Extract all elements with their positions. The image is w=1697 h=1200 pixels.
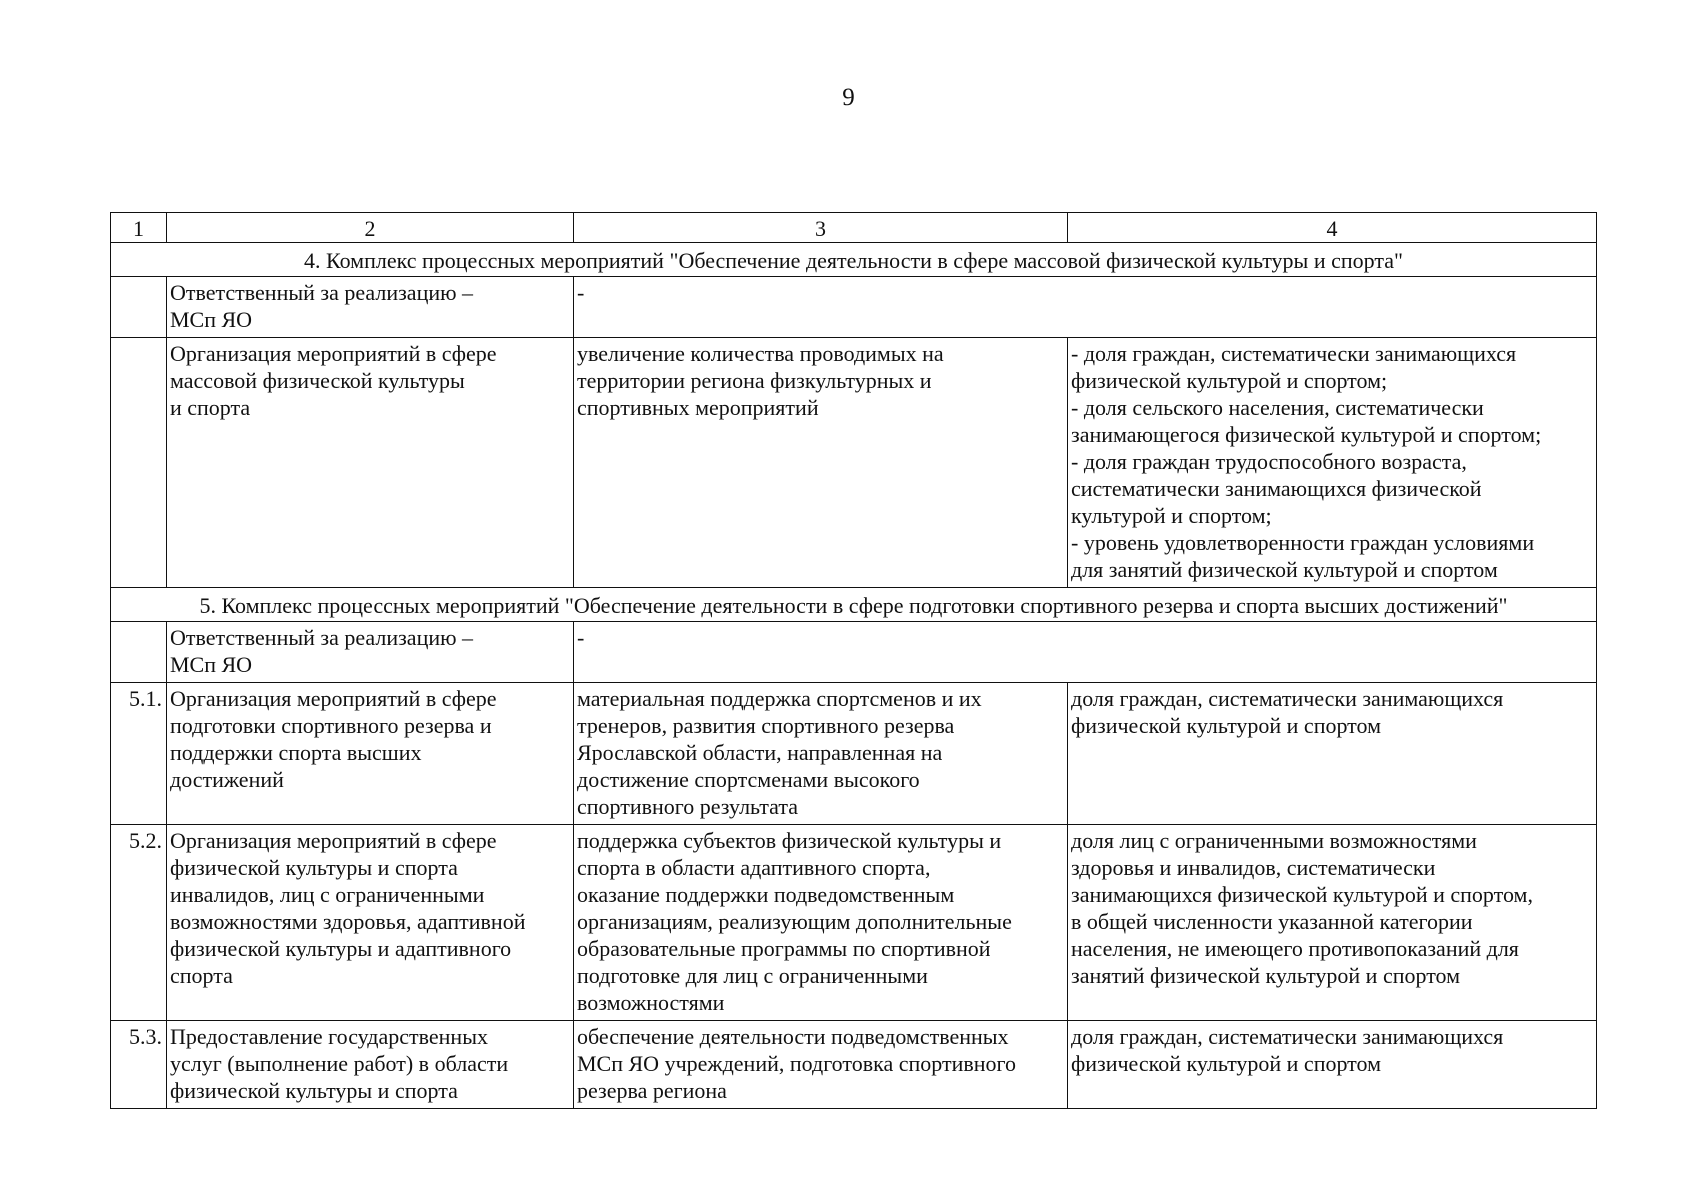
responsible-value: -: [574, 277, 1597, 338]
header-cell-3: 3: [574, 213, 1068, 243]
task-cell: Предоставление государственных услуг (выполнение работ) в области физической культуры и спорта: [167, 1021, 574, 1109]
section-4-title-row: [111, 243, 1597, 277]
table-row: [111, 338, 1597, 588]
row-number: [111, 622, 167, 683]
table-row: [111, 825, 1597, 1021]
row-number: [111, 277, 167, 338]
task-cell: Организация мероприятий в сфере подготовки спортивного резерва и поддержки спорта высших достижений: [167, 683, 574, 825]
responsible-label: Ответственный за реализацию – МСп ЯО: [167, 277, 574, 338]
table-row: [111, 1021, 1597, 1109]
indicators-cell: доля граждан, систематически занимающихся физической культурой и спортом: [1068, 1021, 1597, 1109]
section-4-title: 4. Комплекс процессных мероприятий "Обеспечение деятельности в сфере массовой физической культуры и спорта": [111, 243, 1597, 277]
result-cell: увеличение количества проводимых на территории региона физкультурных и спортивных мероприятий: [574, 338, 1068, 588]
header-row: [111, 213, 1597, 243]
header-cell-4: 4: [1068, 213, 1597, 243]
responsible-label: Ответственный за реализацию – МСп ЯО: [167, 622, 574, 683]
row-number: 5.2.: [111, 825, 167, 1021]
task-cell: Организация мероприятий в сфере физической культуры и спорта инвалидов, лиц с ограниченными возможностями здоровья, адаптивной физической культуры и адаптивного спорта: [167, 825, 574, 1021]
result-cell: материальная поддержка спортсменов и их тренеров, развития спортивного резерва Ярославской области, направленная на достижение спортсменами высокого спортивного результата: [574, 683, 1068, 825]
section-5-title: 5. Комплекс процессных мероприятий "Обеспечение деятельности в сфере подготовки спортивного резерва и спорта высших достижений": [111, 588, 1597, 622]
header-cell-1: 1: [111, 213, 167, 243]
section-5-title-row: [111, 588, 1597, 622]
result-cell: поддержка субъектов физической культуры и спорта в области адаптивного спорта, оказание поддержки подведомственным организациям, реализующим дополнительные образовательные программы по спортивной подготовке для лиц с ограниченными возможностями: [574, 825, 1068, 1021]
page-number: 9: [842, 84, 855, 111]
header-cell-2: 2: [167, 213, 574, 243]
table-row: [111, 683, 1597, 825]
indicators-cell: - доля граждан, систематически занимающихся физической культурой и спортом; - доля сельского населения, систематически занимающегося физической культурой и спортом; - доля граждан трудоспособного возраста, систематически занимающихся физической культурой и спортом; - уровень удовлетворенности граждан условиями для занятий физической культурой и спортом: [1068, 338, 1597, 588]
row-number: 5.3.: [111, 1021, 167, 1109]
responsible-value: -: [574, 622, 1597, 683]
row-number: [111, 338, 167, 588]
indicators-cell: доля лиц с ограниченными возможностями здоровья и инвалидов, систематически занимающихся физической культурой и спортом, в общей численности указанной категории населения, не имеющего противопоказаний для занятий физической культурой и спортом: [1068, 825, 1597, 1021]
section-4-responsible-row: [111, 277, 1597, 338]
measures-table: [110, 212, 1597, 1109]
section-5-responsible-row: [111, 622, 1597, 683]
row-number: 5.1.: [111, 683, 167, 825]
result-cell: обеспечение деятельности подведомственных МСп ЯО учреждений, подготовка спортивного резерва региона: [574, 1021, 1068, 1109]
indicators-cell: доля граждан, систематически занимающихся физической культурой и спортом: [1068, 683, 1597, 825]
task-cell: Организация мероприятий в сфере массовой физической культуры и спорта: [167, 338, 574, 588]
